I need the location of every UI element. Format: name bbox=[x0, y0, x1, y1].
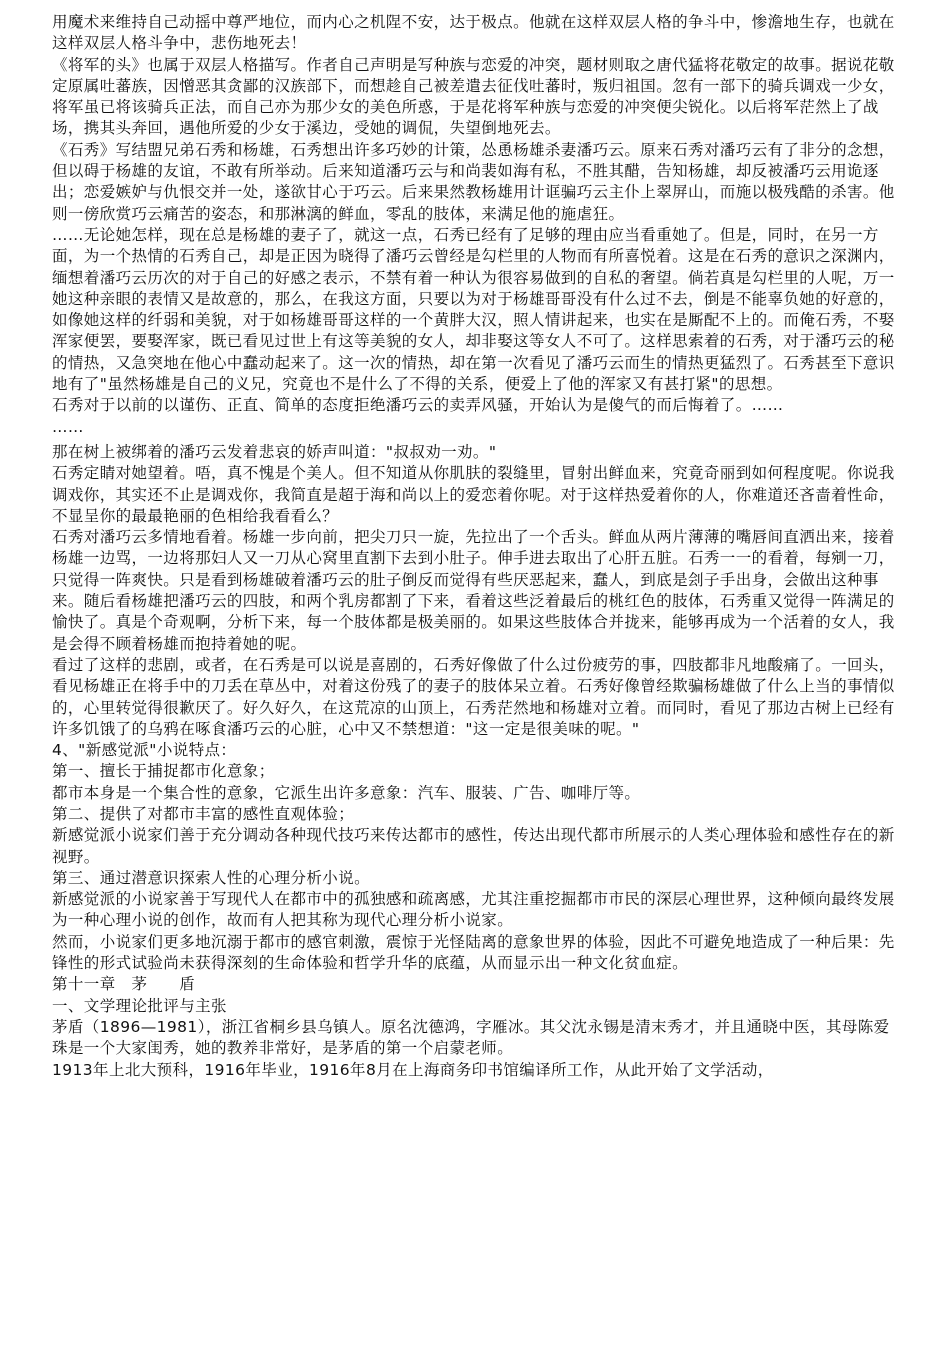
biography-paragraph: 茅盾（1896—1981），浙江省桐乡县乌镇人。原名沈德鸿，字雁冰。其父沈永锡是清末秀才，并且通晓中医，其母陈爱珠是一个大家闺秀，她的教养非常好，是茅盾的第一个启蒙老师。 bbox=[52, 1017, 890, 1058]
feature-2-body: 新感觉派小说家们善于充分调动各种现代技巧来传达都市的感性，传达出现代都市所展示的人类心理体验和感性存在的新视野。 bbox=[52, 826, 895, 866]
paragraph-9: 石秀对潘巧云多情地看着。杨雄一步向前，把尖刀只一旋，先拉出了一个舌头。鲜血从两片薄薄的嘴唇间直洒出来，接着杨雄一边骂，一边将那妇人又一刀从心窝里直割下去到小肚子。伸手进去取出了心肝五脏。石秀一一的看着，每剜一刀，只觉得一阵爽快。只是看到杨雄破着潘巧云的肚子倒反而觉得有些厌恶起来，蠢人，到底是刽子手出身，会做出这种事来。随后看杨雄把潘巧云的四肢，和两个乳房都割了下来，看着这些泛着最后的桃红色的肢体，石秀重又觉得一阵满足的愉快了。真是个奇观啊，分析下来，每一个肢体都是极美丽的。如果这些肢体合并拢来，能够再成为一个活着的女人，我是会得不顾着杨雄而抱持着她的呢。 bbox=[52, 528, 895, 653]
paragraph-2: 《将军的头》也属于双层人格描写。作者自己声明是写种族与恋爱的冲突，题材则取之唐代猛将花敬定的故事。据说花敬定原属吐蕃族，因憎恶其贪鄙的汉族部下，而想趁自己被差遣去征伐吐蕃时，叛归祖国。忽有一部下的骑兵调戏一少女，将军虽已将该骑兵正法，而自己亦为那少女的美色所惑，于是花将军种族与恋爱的冲突便尖锐化。以后将军茫然上了战场，携其头奔回，遇他所爱的少女于溪边，受她的调侃，失望倒地死去。 bbox=[52, 55, 895, 138]
paragraph-5: 石秀对于以前的以谨伤、正直、简单的态度拒绝潘巧云的卖弄风骚，开始认为是傻气的而后悔着了。…… bbox=[52, 396, 784, 415]
feature-3-body: 新感觉派的小说家善于写现代人在都市中的孤独感和疏离感，尤其注重挖掘都市市民的深层心理世界，这种倾向最终发展为一种心理小说的创作，故而有人把其称为现代心理分析小说家。 bbox=[52, 890, 895, 930]
paragraph-10: 看过了这样的悲剧，或者，在石秀是可以说是喜剧的，石秀好像做了什么过份疲劳的事，四肢都非凡地酸痛了。一回头，看见杨雄正在将手中的刀丢在草丛中，对着这份残了的妻子的肢体呆立着。石秀好像曾经欺骗杨雄做了什么上当的事情似的，心里转觉得很歉厌了。好久好久，在这荒凉的山顶上，石秀茫然地和杨雄对立着。而同时，看见了那边古树上已经有许多饥饿了的乌鸦在啄食潘巧云的心脏，心中又不禁想道："这一定是很美味的呢。" bbox=[52, 655, 895, 738]
ellipsis-separator: …… bbox=[52, 417, 84, 436]
feature-1-heading: 第一、擅长于捕捉都市化意象； bbox=[52, 762, 275, 781]
chapter-heading: 第十一章 茅 盾 bbox=[52, 975, 196, 994]
biography-continued: 1913年上北大预科，1916年毕业，1916年8月在上海商务印书馆编译所工作，从此开始了文学活动， bbox=[52, 1060, 774, 1079]
paragraph-3: 《石秀》写结盟兄弟石秀和杨雄，石秀想出许多巧妙的计策，怂恿杨雄杀妻潘巧云。原来石秀对潘巧云有了非分的念想，但以碍于杨雄的友谊，不敢有所举动。后来知道潘巧云与和尚裴如海有私，不胜其醋，告知杨雄，却反被潘巧云用诡逐出；恋爱嫉妒与仇恨交并一处，遂欲甘心于巧云。后来果然教杨雄用计诓骗巧云主仆上翠屏山，而施以极残酷的杀害。他则一傍欣赏巧云痛苦的姿态，和那淋漓的鲜血，零乱的肢体，来满足他的施虐狂。 bbox=[52, 140, 895, 223]
conclusion-paragraph: 然而，小说家们更多地沉溺于都市的感官刺激，震惊于光怪陆离的意象世界的体验，因此不可避免地造成了一种后果：先锋性的形式试验尚未获得深刻的生命体验和哲学升华的底蕴，从而显示出一种文化贫血症。 bbox=[52, 932, 895, 973]
paragraph-7: 那在树上被绑着的潘巧云发着悲哀的娇声叫道："叔叔劝一劝。" bbox=[52, 442, 497, 461]
paragraph-8: 石秀定睛对她望着。唔，真不愧是个美人。但不知道从你肌肤的裂缝里，冒射出鲜血来，究竟奇丽到如何程度呢。你说我调戏你，其实还不止是调戏你，我简直是超于海和尚以上的爱恋着你呢。对于这样热爱着你的人，你难道还吝啬着性命，不显呈你的最最艳丽的色相给我看看么？ bbox=[52, 464, 895, 525]
feature-3-heading: 第三、通过潜意识探索人性的心理分析小说。 bbox=[52, 868, 371, 887]
paragraph-4: ……无论她怎样，现在总是杨雄的妻子了，就这一点，石秀已经有了足够的理由应当看重她了。但是，同时，在另一方面，为一个热情的石秀自己，却是正因为晓得了潘巧云曾经是勾栏里的人物而有所喜悦着。这是在石秀的意识之深渊内，缅想着潘巧云历次的对于自己的好感之表示，不禁有着一种认为很容易做到的自私的奢望。倘若真是勾栏里的人呢，万一她这种亲眼的表情又是故意的，那么，在我这方面，只要以为对于杨雄哥哥没有什么过不去，倒是不能辜负她的好意的，如像她这样的纤弱和美貌，对于如杨雄哥哥这样的一个黄胖大汉，照人情讲起来，也实在是厮配不上的。而俺石秀，不娶浑家便罢，要娶浑家，既已看见过世上有这等美貌的女人，却非娶这等女人不可了。这样思索着的石秀，对于潘巧云的秘的情热，又急突地在他心中蠢动起来了。这一次的情热，却在第一次看见了潘巧云而生的情热更猛烈了。石秀甚至下意识地有了"虽然杨雄是自己的义兄，究竟也不是什么了不得的关系，便爱上了他的浑家又有甚打紧"的思想。 bbox=[52, 225, 895, 394]
feature-2-heading: 第二、提供了对都市丰富的感性直观体验； bbox=[52, 804, 355, 823]
section-heading-features: 4、"新感觉派"小说特点： bbox=[52, 741, 237, 760]
section-heading-theory: 一、文学理论批评与主张 bbox=[52, 996, 227, 1015]
feature-1-body: 都市本身是一个集合性的意象，它派生出许多意象：汽车、服装、广告、咖啡厅等。 bbox=[52, 783, 641, 802]
paragraph-1: 用魔术来维持自己动摇中尊严地位，而内心之机陧不安，达于极点。他就在这样双层人格的争斗中，惨澹地生存，也就在这样双层人格斗争中，悲伤地死去！ bbox=[52, 13, 895, 53]
